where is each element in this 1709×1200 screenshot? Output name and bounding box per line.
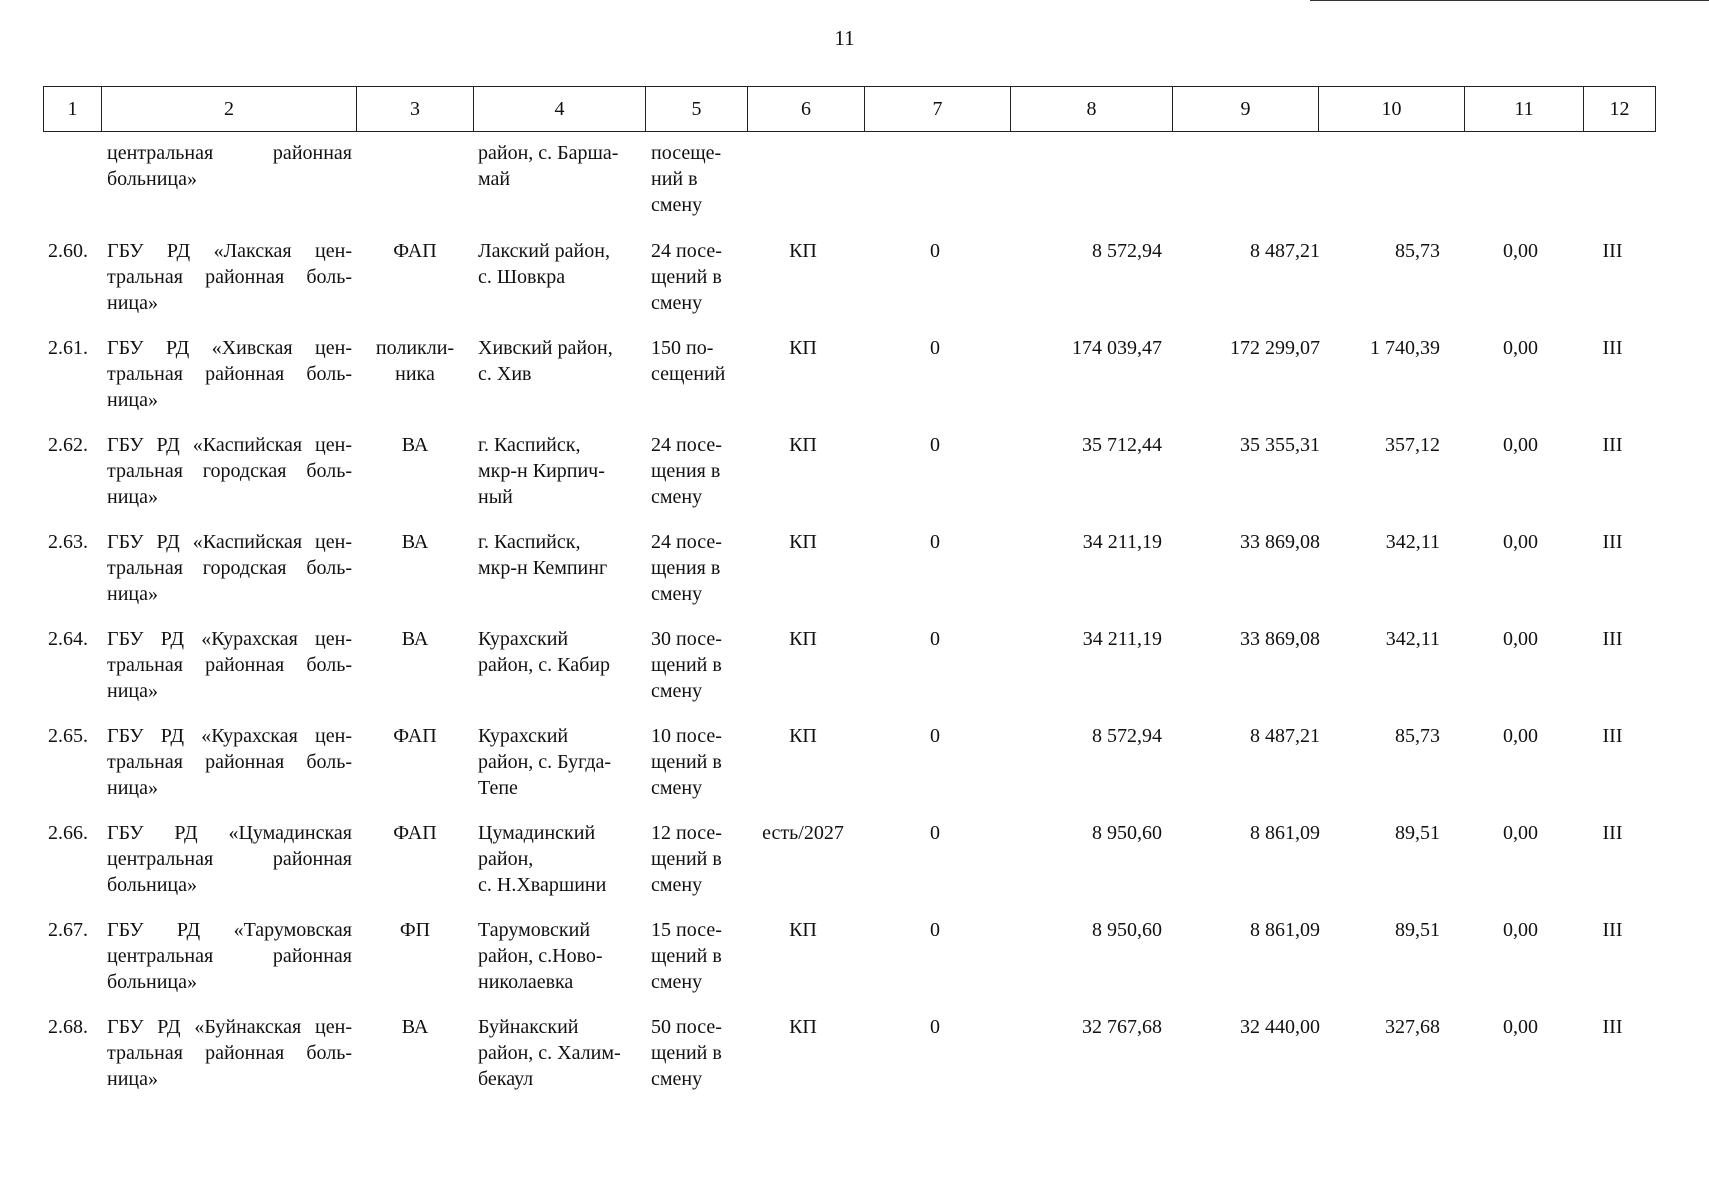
- col6-cell: КП: [789, 531, 817, 553]
- col8-cell: 34 211,19: [1082, 628, 1162, 650]
- col12-cell: III: [1602, 434, 1623, 456]
- col11-cell: 0,00: [1503, 1016, 1538, 1038]
- col11-cell: 0,00: [1503, 337, 1538, 359]
- col9-cell: 32 440,00: [1240, 1016, 1320, 1038]
- org-name-line: ГБУ РД «Тарумовская: [107, 919, 352, 941]
- col6-cell: КП: [789, 628, 817, 650]
- capacity-cell: 12 посе- щений в смену: [651, 822, 722, 896]
- column-header: 9: [1173, 87, 1319, 132]
- address-cell: район, с. Барша- май: [478, 142, 619, 190]
- column-header: 1: [44, 87, 102, 132]
- org-name-line: ГБУ РД «Хивская цен-: [107, 337, 352, 359]
- facility-type-cell: ВА: [401, 628, 429, 650]
- row-number-cell: 2.63.: [48, 531, 88, 553]
- col8-cell: 34 211,19: [1082, 531, 1162, 553]
- col10-cell: 89,51: [1395, 919, 1440, 941]
- col10-cell: 85,73: [1395, 240, 1440, 262]
- col12-cell: III: [1602, 240, 1623, 262]
- col9-cell: 8 487,21: [1250, 240, 1320, 262]
- col7-cell: 0: [930, 628, 940, 650]
- row-number-cell: 2.62.: [48, 434, 88, 456]
- org-name-line: тральная районная боль-: [107, 1042, 352, 1064]
- capacity-cell: 150 по- сещений: [651, 337, 726, 385]
- col8-cell: 8 572,94: [1092, 725, 1162, 747]
- org-name-line: тральная районная боль-: [107, 363, 352, 385]
- col7-cell: 0: [930, 240, 940, 262]
- facility-type-cell: ФАП: [393, 822, 437, 844]
- column-header: 7: [865, 87, 1011, 132]
- col12-cell: III: [1602, 822, 1623, 844]
- org-name-cell: [107, 820, 352, 898]
- facility-type-cell: ФАП: [393, 725, 437, 747]
- col7-cell: 0: [930, 337, 940, 359]
- col9-cell: 33 869,08: [1240, 531, 1320, 553]
- address-cell: Тарумовский район, с.Ново- николаевка: [478, 919, 603, 993]
- col7-cell: 0: [930, 531, 940, 553]
- facility-type-cell: ФАП: [393, 240, 437, 262]
- address-cell: Курахский район, с. Кабир: [478, 628, 610, 676]
- col11-cell: 0,00: [1503, 531, 1538, 553]
- org-name-line: тральная районная боль-: [107, 751, 352, 773]
- address-cell: г. Каспийск, мкр-н Кемпинг: [478, 531, 608, 579]
- col11-cell: 0,00: [1503, 919, 1538, 941]
- col11-cell: 0,00: [1503, 628, 1538, 650]
- col9-cell: 33 869,08: [1240, 628, 1320, 650]
- address-cell: Буйнакский район, с. Халим- бекаул: [478, 1016, 621, 1090]
- org-name-line: больница»: [107, 971, 197, 993]
- org-name-cell: [107, 1014, 352, 1092]
- column-header: 10: [1319, 87, 1465, 132]
- column-header: 12: [1584, 87, 1656, 132]
- capacity-cell: 24 посе- щения в смену: [651, 531, 722, 605]
- col6-cell: КП: [789, 1016, 817, 1038]
- org-name-line: тральная городская боль-: [107, 557, 352, 579]
- address-cell: г. Каспийск, мкр-н Кирпич- ный: [478, 434, 605, 508]
- org-name-cell: [107, 140, 352, 192]
- col12-cell: III: [1602, 531, 1623, 553]
- org-name-line: тральная городская боль-: [107, 460, 352, 482]
- facility-type-cell: поликли- ника: [375, 337, 455, 385]
- facility-type-cell: ВА: [401, 434, 429, 456]
- org-name-line: ница»: [107, 680, 158, 702]
- row-number-cell: 2.68.: [48, 1016, 88, 1038]
- col8-cell: 32 767,68: [1082, 1016, 1162, 1038]
- col9-cell: 8 487,21: [1250, 725, 1320, 747]
- capacity-cell: 30 посе- щений в смену: [651, 628, 722, 702]
- col10-cell: 342,11: [1385, 628, 1440, 650]
- col12-cell: III: [1602, 628, 1623, 650]
- org-name-line: ГБУ РД «Курахская цен-: [107, 628, 352, 650]
- org-name-line: тральная районная боль-: [107, 654, 352, 676]
- col11-cell: 0,00: [1503, 822, 1538, 844]
- address-cell: Хивский район, с. Хив: [478, 337, 613, 385]
- col7-cell: 0: [930, 725, 940, 747]
- col6-cell: КП: [789, 725, 817, 747]
- org-name-cell: [107, 723, 352, 801]
- column-header: 8: [1011, 87, 1173, 132]
- org-name-line: больница»: [107, 168, 197, 190]
- org-name-cell: [107, 335, 352, 413]
- org-name-line: центральная районная: [107, 945, 352, 967]
- col9-cell: 8 861,09: [1250, 822, 1320, 844]
- capacity-cell: 10 посе- щений в смену: [651, 725, 722, 799]
- org-name-cell: [107, 432, 352, 510]
- col8-cell: 8 950,60: [1092, 919, 1162, 941]
- org-name-line: ница»: [107, 292, 158, 314]
- org-name-line: ница»: [107, 389, 158, 411]
- org-name-cell: [107, 626, 352, 704]
- row-number-cell: 2.65.: [48, 725, 88, 747]
- org-name-line: больница»: [107, 874, 197, 896]
- org-name-cell: [107, 529, 352, 607]
- org-name-line: ница»: [107, 777, 158, 799]
- page-number: 11: [834, 26, 855, 50]
- address-cell: Цумадинский район, с. Н.Хваршини: [478, 822, 607, 896]
- facility-type-cell: ВА: [401, 531, 429, 553]
- column-header: 11: [1465, 87, 1584, 132]
- org-name-line: тральная районная боль-: [107, 266, 352, 288]
- col8-cell: 35 712,44: [1082, 434, 1162, 456]
- org-name-line: ГБУ РД «Каспийская цен-: [107, 434, 352, 456]
- org-name-line: ница»: [107, 583, 158, 605]
- org-name-line: ГБУ РД «Курахская цен-: [107, 725, 352, 747]
- col6-cell: КП: [789, 240, 817, 262]
- org-name-line: центральная районная: [107, 142, 352, 164]
- col6-cell: КП: [789, 919, 817, 941]
- org-name-line: ГБУ РД «Цумадинская: [107, 822, 352, 844]
- col10-cell: 85,73: [1395, 725, 1440, 747]
- column-header: 6: [748, 87, 865, 132]
- column-header: 4: [474, 87, 646, 132]
- facility-type-cell: ВА: [401, 1016, 429, 1038]
- row-number-cell: 2.67.: [48, 919, 88, 941]
- col7-cell: 0: [930, 822, 940, 844]
- col7-cell: 0: [930, 919, 940, 941]
- row-number-cell: 2.60.: [48, 240, 88, 262]
- col6-cell: КП: [789, 337, 817, 359]
- col12-cell: III: [1602, 919, 1623, 941]
- org-name-line: ница»: [107, 1068, 158, 1090]
- org-name-line: ГБУ РД «Лакская цен-: [107, 240, 352, 262]
- col10-cell: 357,12: [1385, 434, 1440, 456]
- col11-cell: 0,00: [1503, 725, 1538, 747]
- col8-cell: 8 572,94: [1092, 240, 1162, 262]
- capacity-cell: 24 посе- щений в смену: [651, 240, 722, 314]
- row-number-cell: 2.61.: [48, 337, 88, 359]
- col9-cell: 8 861,09: [1250, 919, 1320, 941]
- col12-cell: III: [1602, 337, 1623, 359]
- col10-cell: 342,11: [1385, 531, 1440, 553]
- org-name-cell: [107, 917, 352, 995]
- col7-cell: 0: [930, 1016, 940, 1038]
- column-header: 2: [102, 87, 357, 132]
- row-number-cell: 2.64.: [48, 628, 88, 650]
- facility-type-cell: ФП: [399, 919, 431, 941]
- capacity-cell: посеще- ний в смену: [651, 142, 722, 216]
- org-name-line: ГБУ РД «Каспийская цен-: [107, 531, 352, 553]
- address-cell: Курахский район, с. Бугда- Тепе: [478, 725, 612, 799]
- col9-cell: 172 299,07: [1230, 337, 1320, 359]
- col12-cell: III: [1602, 725, 1623, 747]
- col10-cell: 89,51: [1395, 822, 1440, 844]
- capacity-cell: 50 посе- щений в смену: [651, 1016, 722, 1090]
- capacity-cell: 15 посе- щений в смену: [651, 919, 722, 993]
- col8-cell: 174 039,47: [1072, 337, 1162, 359]
- col11-cell: 0,00: [1503, 240, 1538, 262]
- col11-cell: 0,00: [1503, 434, 1538, 456]
- col6-cell: есть/2027: [762, 822, 844, 844]
- col8-cell: 8 950,60: [1092, 822, 1162, 844]
- col12-cell: III: [1602, 1016, 1623, 1038]
- org-name-cell: [107, 238, 352, 316]
- column-header: 3: [357, 87, 474, 132]
- capacity-cell: 24 посе- щения в смену: [651, 434, 722, 508]
- col10-cell: 1 740,39: [1370, 337, 1440, 359]
- column-header-row: [44, 87, 1656, 132]
- col7-cell: 0: [930, 434, 940, 456]
- col6-cell: КП: [789, 434, 817, 456]
- org-name-line: ница»: [107, 486, 158, 508]
- column-header: 5: [646, 87, 748, 132]
- row-number-cell: 2.66.: [48, 822, 88, 844]
- col10-cell: 327,68: [1385, 1016, 1440, 1038]
- address-cell: Лакский район, с. Шовкра: [478, 240, 610, 288]
- col9-cell: 35 355,31: [1240, 434, 1320, 456]
- column-header-table: [43, 86, 1656, 132]
- org-name-line: центральная районная: [107, 848, 352, 870]
- top-right-rule: [1310, 0, 1709, 1]
- org-name-line: ГБУ РД «Буйнакская цен-: [107, 1016, 352, 1038]
